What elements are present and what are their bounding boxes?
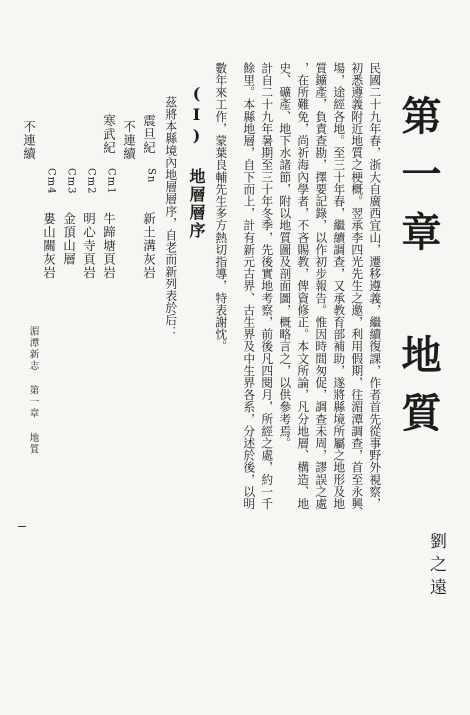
unconformity-label: 不連續	[21, 120, 37, 161]
strata-code-text: Cm1	[105, 168, 117, 195]
strata-code	[142, 168, 156, 204]
strata-code-text: Sn	[145, 168, 157, 184]
acknowledgement: 數年來工作，蒙葉良輔先生多方熱切指導，特表謝忱。	[213, 62, 228, 353]
body-column: 民國二十九年春，浙大自廣西宜山，遷移遵義，繼續復課，作者首先從事野外視察，	[367, 62, 382, 510]
body-column: 史、礦產、地下水諸節，附以地質圖及剖面圖，概略言之，以供參考焉。	[277, 62, 292, 450]
unconformity-label: 不連續	[121, 120, 137, 161]
body-column: ，在所難免，尚祈海內學者，不吝賜教，俾資修正。本文所論，凡分地層、構造、地	[295, 62, 310, 510]
body-column: 初悉遵義附近地質之梗概。翌承李四光先生之邀，利用假期，往湄潭調查，首至永興	[349, 62, 364, 510]
strata-era: 震旦紀	[141, 114, 157, 155]
strata-code-text: Cm3	[65, 168, 77, 195]
chapter-title: 第一章 地質	[395, 95, 442, 450]
body-column: 質鑛產，負責查勘，擇要記錄，以作初步報告。惟因時間匆促，調查未周，謬誤之處	[313, 62, 328, 510]
body-column: 場，途經各地。至三十年春，繼續調查，又承教育部補助，遂將縣境所屬之地形及地	[331, 62, 346, 510]
strata-code	[82, 168, 96, 204]
strata-name: 新土溝灰岩	[141, 212, 157, 280]
page-mark	[18, 526, 26, 527]
strata-name: 金頂山層	[61, 212, 77, 266]
strata-intro: 茲將本縣境內地層層序，自老而新列表於后：	[163, 96, 178, 338]
strata-name: 牛蹄塘頁岩	[101, 212, 117, 280]
strata-code-text: Cm4	[45, 168, 57, 195]
strata-code	[42, 168, 56, 204]
section-heading: (I) 地層層序	[187, 84, 206, 240]
strata-name: 婁山關灰岩	[41, 212, 57, 280]
strata-code-text: Cm2	[85, 168, 97, 195]
strata-era: 寒武紀	[101, 114, 117, 155]
body-column: 計自二十九年暑期至三十年冬季，先後實地考察，前後凡四閱月，所經之處，約一千	[259, 62, 274, 510]
body-column: 餘里。本縣地層，自下而上，計有新元古界、古生界及中生界各系，分述於後，以明	[241, 62, 256, 510]
strata-name: 明心寺頁岩	[81, 212, 97, 280]
strata-code	[102, 168, 116, 204]
strata-code	[62, 168, 76, 204]
page-footer: 湄潭新志 第一章 地質	[27, 326, 39, 456]
author-name: 劉之遠	[426, 532, 446, 601]
